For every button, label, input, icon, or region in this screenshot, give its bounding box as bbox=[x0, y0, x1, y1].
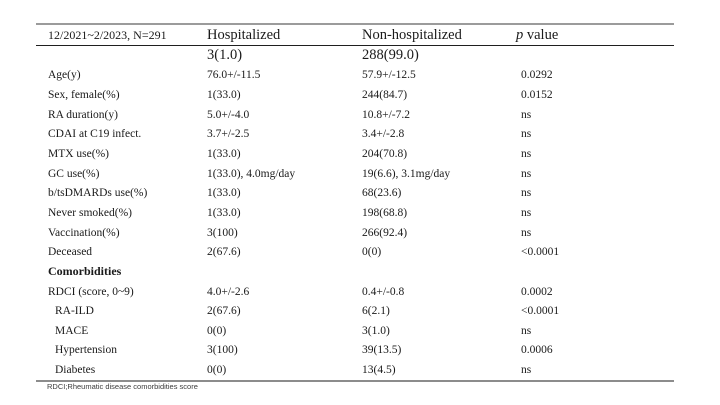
column-header-non-hospitalized: Non-hospitalized bbox=[362, 26, 462, 43]
row-label-cell: RA duration(y) bbox=[48, 108, 118, 121]
hospitalized-value-cell: 1(33.0) bbox=[207, 89, 241, 102]
table-header-row bbox=[36, 25, 674, 46]
row-label-cell: MTX use(%) bbox=[48, 148, 109, 161]
p-value-cell: ns bbox=[521, 167, 532, 180]
hospitalized-value-cell: 0(0) bbox=[207, 324, 227, 337]
p-value-cell: 0.0006 bbox=[521, 344, 553, 357]
table-row bbox=[36, 183, 674, 203]
table-row bbox=[36, 203, 674, 223]
non-hospitalized-value-cell: 13(4.5) bbox=[362, 364, 396, 377]
non-hospitalized-value-cell: 68(23.6) bbox=[362, 187, 402, 200]
row-label-cell: Comorbidities bbox=[48, 264, 122, 279]
row-label-cell: Never smoked(%) bbox=[48, 206, 132, 219]
row-label-cell: Age(y) bbox=[48, 69, 81, 82]
row-label-cell: Hypertension bbox=[55, 344, 117, 357]
hospitalized-value-cell: 2(67.6) bbox=[207, 305, 241, 318]
table-row bbox=[36, 321, 674, 341]
hospitalized-value-cell: 5.0+/-4.0 bbox=[207, 108, 250, 121]
period-header: 12/2021~2/2023, N=291 bbox=[48, 27, 167, 42]
row-label-cell: Deceased bbox=[48, 246, 93, 259]
row-label-cell: Diabetes bbox=[55, 364, 96, 377]
p-value-cell: ns bbox=[521, 187, 532, 200]
p-value-italic-letter: p bbox=[516, 26, 524, 43]
column-header-hospitalized: Hospitalized bbox=[207, 26, 281, 43]
non-hospitalized-value-cell: 57.9+/-12.5 bbox=[362, 69, 416, 82]
p-value-cell: ns bbox=[521, 128, 532, 141]
p-value-cell: ns bbox=[521, 108, 532, 121]
non-hospitalized-count: 288(99.0) bbox=[362, 47, 419, 64]
column-header-p-value bbox=[516, 27, 674, 44]
hospitalized-value-cell: 4.0+/-2.6 bbox=[207, 285, 250, 298]
hospitalized-value-cell: 3(100) bbox=[207, 226, 238, 239]
non-hospitalized-value-cell: 6(2.1) bbox=[362, 305, 390, 318]
table-row bbox=[36, 66, 674, 86]
table-row bbox=[36, 144, 674, 164]
row-label-cell: RDCI (score, 0~9) bbox=[48, 285, 134, 298]
p-value-cell: <0.0001 bbox=[521, 305, 560, 318]
p-value-cell: 0.0292 bbox=[521, 69, 553, 82]
hospitalized-value-cell: 2(67.6) bbox=[207, 246, 241, 259]
hospitalized-value-cell: 3.7+/-2.5 bbox=[207, 128, 250, 141]
p-value-cell: ns bbox=[521, 364, 532, 377]
p-value-label-rest: value bbox=[523, 26, 559, 43]
patient-characteristics-table bbox=[36, 23, 674, 382]
non-hospitalized-value-cell: 3(1.0) bbox=[362, 324, 390, 337]
table-footnote: RDCI;Rheumatic disease comorbidities score bbox=[47, 382, 198, 391]
table-row bbox=[36, 125, 674, 145]
hospitalized-value-cell: 1(33.0), 4.0mg/day bbox=[207, 167, 296, 180]
table-row bbox=[36, 105, 674, 125]
hospitalized-value-cell: 76.0+/-11.5 bbox=[207, 69, 261, 82]
table-row bbox=[36, 341, 674, 361]
p-value-cell: ns bbox=[521, 226, 532, 239]
table-row bbox=[36, 223, 674, 243]
non-hospitalized-value-cell: 266(92.4) bbox=[362, 226, 408, 239]
row-label-cell: Sex, female(%) bbox=[48, 89, 120, 102]
table-row bbox=[36, 360, 674, 380]
non-hospitalized-value-cell: 0.4+/-0.8 bbox=[362, 285, 405, 298]
row-label-cell: GC use(%) bbox=[48, 167, 100, 180]
table-row bbox=[36, 164, 674, 184]
row-label-cell: Vaccination(%) bbox=[48, 226, 120, 239]
hospitalized-value-cell: 1(33.0) bbox=[207, 187, 241, 200]
p-value-cell: 0.0002 bbox=[521, 285, 553, 298]
p-value-cell: 0.0152 bbox=[521, 89, 553, 102]
p-value-cell: ns bbox=[521, 148, 532, 161]
table-row bbox=[36, 242, 674, 262]
non-hospitalized-value-cell: 204(70.8) bbox=[362, 148, 408, 161]
non-hospitalized-value-cell: 39(13.5) bbox=[362, 344, 402, 357]
table-body bbox=[36, 66, 674, 380]
p-value-cell: ns bbox=[521, 206, 532, 219]
hospitalized-value-cell: 1(33.0) bbox=[207, 206, 241, 219]
table-row bbox=[36, 282, 674, 302]
row-label-cell: RA-ILD bbox=[55, 305, 94, 318]
p-value-cell: <0.0001 bbox=[521, 246, 560, 259]
table-row bbox=[36, 262, 674, 282]
non-hospitalized-value-cell: 244(84.7) bbox=[362, 89, 408, 102]
row-label-cell: MACE bbox=[55, 324, 89, 337]
row-label-cell: CDAI at C19 infect. bbox=[48, 128, 142, 141]
non-hospitalized-value-cell: 19(6.6), 3.1mg/day bbox=[362, 167, 451, 180]
non-hospitalized-value-cell: 10.8+/-7.2 bbox=[362, 108, 411, 121]
row-label-cell: b/tsDMARDs use(%) bbox=[48, 187, 148, 200]
non-hospitalized-value-cell: 0(0) bbox=[362, 246, 382, 259]
non-hospitalized-value-cell: 198(68.8) bbox=[362, 206, 408, 219]
table-row bbox=[36, 85, 674, 105]
hospitalized-count: 3(1.0) bbox=[207, 47, 243, 64]
table-row bbox=[36, 301, 674, 321]
p-value-cell: ns bbox=[521, 324, 532, 337]
group-count-row bbox=[36, 46, 674, 66]
hospitalized-value-cell: 1(33.0) bbox=[207, 148, 241, 161]
hospitalized-value-cell: 3(100) bbox=[207, 344, 238, 357]
non-hospitalized-value-cell: 3.4+/-2.8 bbox=[362, 128, 405, 141]
hospitalized-value-cell: 0(0) bbox=[207, 364, 227, 377]
